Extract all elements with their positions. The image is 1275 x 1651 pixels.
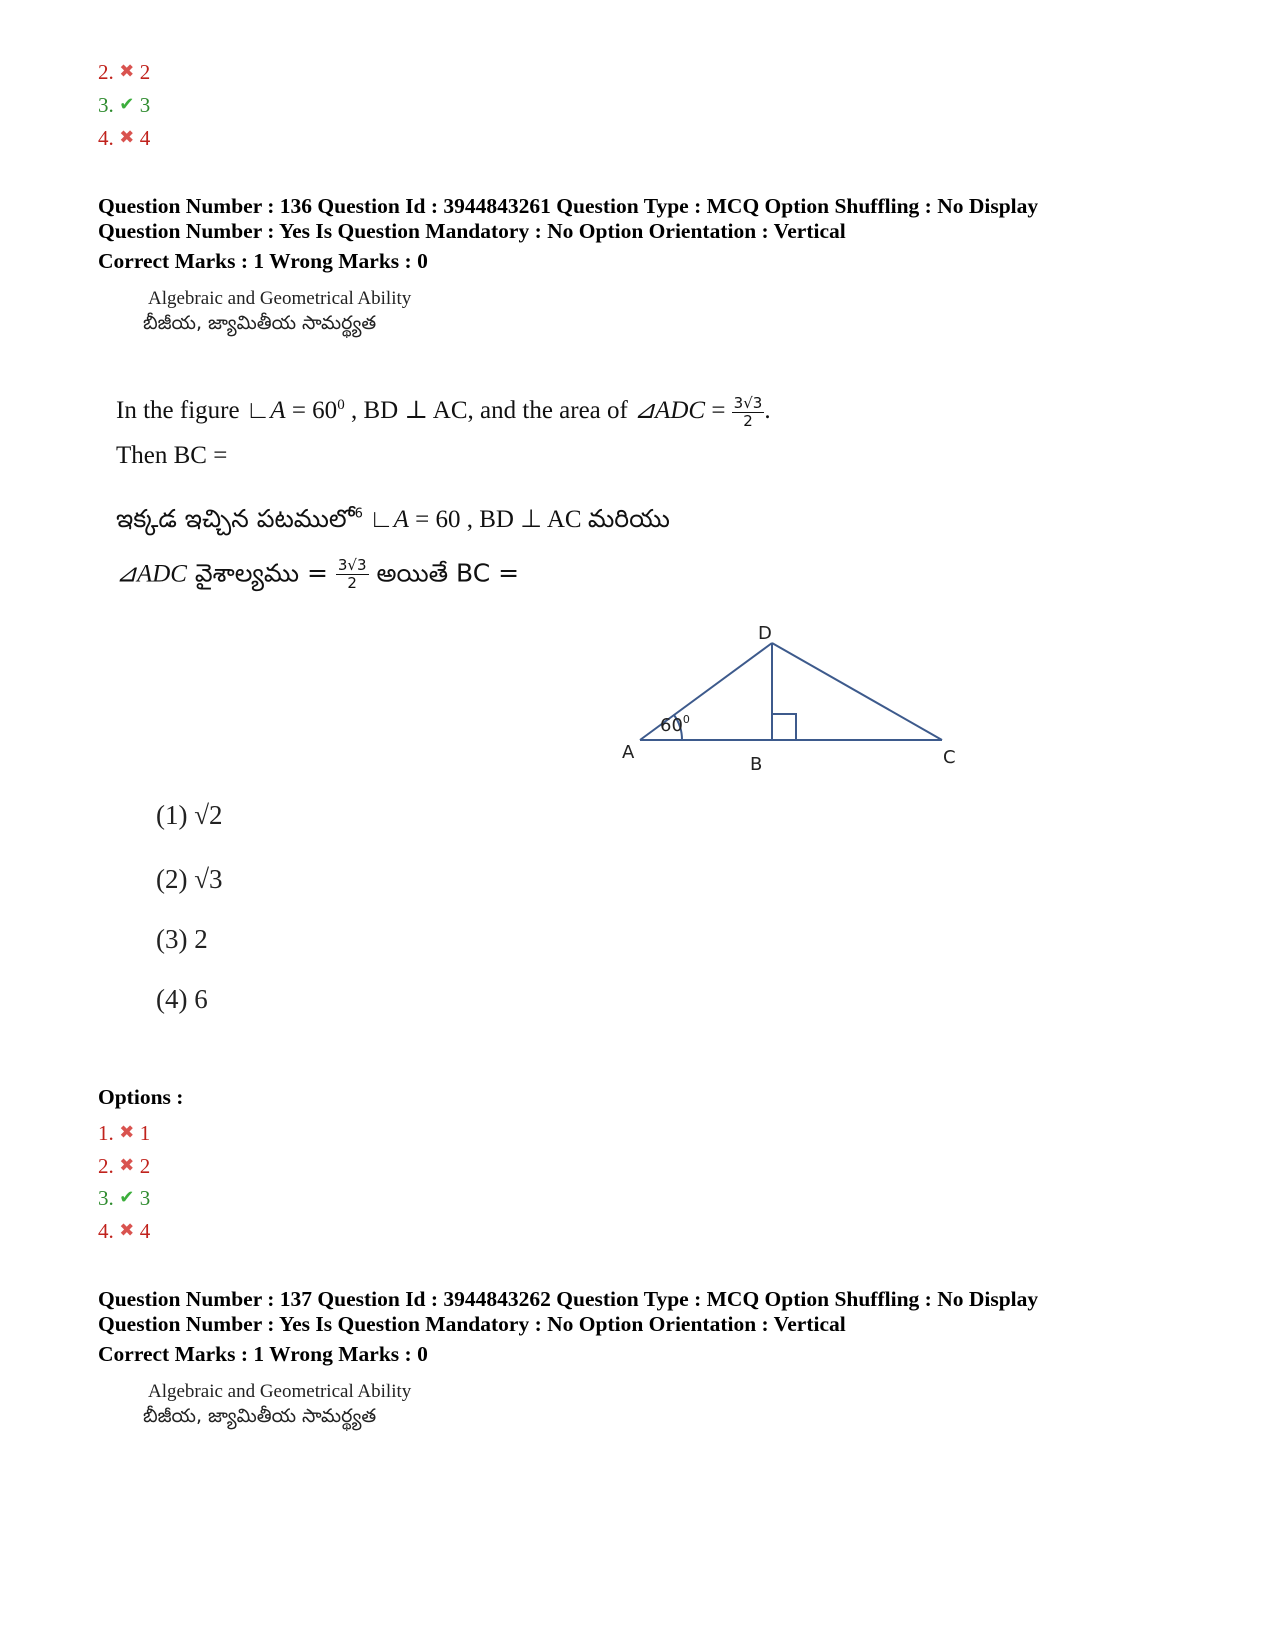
angle-label: $60^0$ — [660, 713, 690, 736]
q136-meta-line3: Correct Marks : 1 Wrong Marks : 0 — [98, 249, 428, 273]
option-value: 3 — [139, 93, 151, 117]
q137-meta-line2: Question Number : Yes Is Question Mandatory : No Option Orientation : Vertical — [98, 1312, 846, 1336]
wrong-icon: ✖ — [119, 1155, 135, 1175]
option-number: 2. — [98, 60, 114, 84]
options-heading: Options : — [98, 1085, 184, 1109]
q136-question-en-line2: Then BC = — [116, 442, 228, 469]
choice-3: (3) 2 — [156, 924, 208, 954]
q136-question-te-line2: ⊿ADC వైశాల్యము = $\frac{3√3}{2}$ అయితే BC = — [116, 556, 520, 592]
top-option-2 — [98, 59, 150, 84]
top-option-3 — [98, 92, 150, 117]
option-value: 4 — [139, 126, 151, 150]
q136-question-te: ఇక్కడ ఇచ్చిన పటములో$^6$ ∟A = 60 , BD ⊥ AC మరియు — [116, 504, 670, 533]
right-angle-marker — [772, 714, 796, 740]
q136-question-en: In the figure ∟A = $60^0$ , BD ⊥ AC, and the area of ⊿ADC = $\frac{3√3}{2}$ . — [116, 394, 771, 430]
label-b: B — [750, 754, 763, 775]
choice-1: (1) √2 — [156, 800, 223, 830]
check-icon: ✔ — [119, 94, 135, 114]
choice-2: (2) √3 — [156, 864, 223, 894]
check-icon: ✔ — [119, 1187, 135, 1207]
q136-subject-en: Algebraic and Geometrical Ability — [148, 288, 412, 309]
q136-meta-line1: Question Number : 136 Question Id : 3944843261 Question Type : MCQ Option Shuffling : No Display — [98, 194, 1039, 218]
q136-subject-te: బీజీయ, జ్యామితీయ సామర్థ్యత — [143, 312, 377, 334]
q136-meta-line2: Question Number : Yes Is Question Mandatory : No Option Orientation : Vertical — [98, 219, 846, 243]
option-2: 2. ✖ 2 — [98, 1154, 151, 1178]
area-fraction: $\frac{3√3}{2}$ — [733, 394, 763, 430]
q137-subject-en: Algebraic and Geometrical Ability — [148, 1381, 412, 1402]
choice-4: (4) 6 — [156, 984, 208, 1014]
q137-meta-line3: Correct Marks : 1 Wrong Marks : 0 — [98, 1342, 428, 1366]
option-4: 4. ✖ 4 — [98, 1219, 151, 1243]
q137-subject-te: బీజీయ, జ్యామితీయ సామర్థ్యత — [143, 1405, 377, 1427]
q137-meta-line1: Question Number : 137 Question Id : 3944843262 Question Type : MCQ Option Shuffling : No Display — [98, 1287, 1039, 1311]
label-a: A — [622, 742, 635, 763]
wrong-icon: ✖ — [119, 127, 135, 147]
side-dc — [772, 643, 942, 740]
label-d: D — [758, 623, 772, 644]
label-c: C — [943, 747, 956, 768]
top-option-4 — [98, 125, 150, 150]
wrong-icon: ✖ — [119, 61, 135, 81]
option-3: 3. ✔ 3 — [98, 1186, 151, 1210]
option-1: 1. ✖ 1 — [98, 1121, 151, 1145]
triangle-figure — [600, 618, 960, 798]
option-number: 3. — [98, 93, 114, 117]
option-value: 2 — [139, 60, 151, 84]
wrong-icon: ✖ — [119, 1122, 135, 1142]
area-fraction-te: $\frac{3√3}{2}$ — [337, 556, 367, 592]
wrong-icon: ✖ — [119, 1220, 135, 1240]
option-number: 4. — [98, 126, 114, 150]
